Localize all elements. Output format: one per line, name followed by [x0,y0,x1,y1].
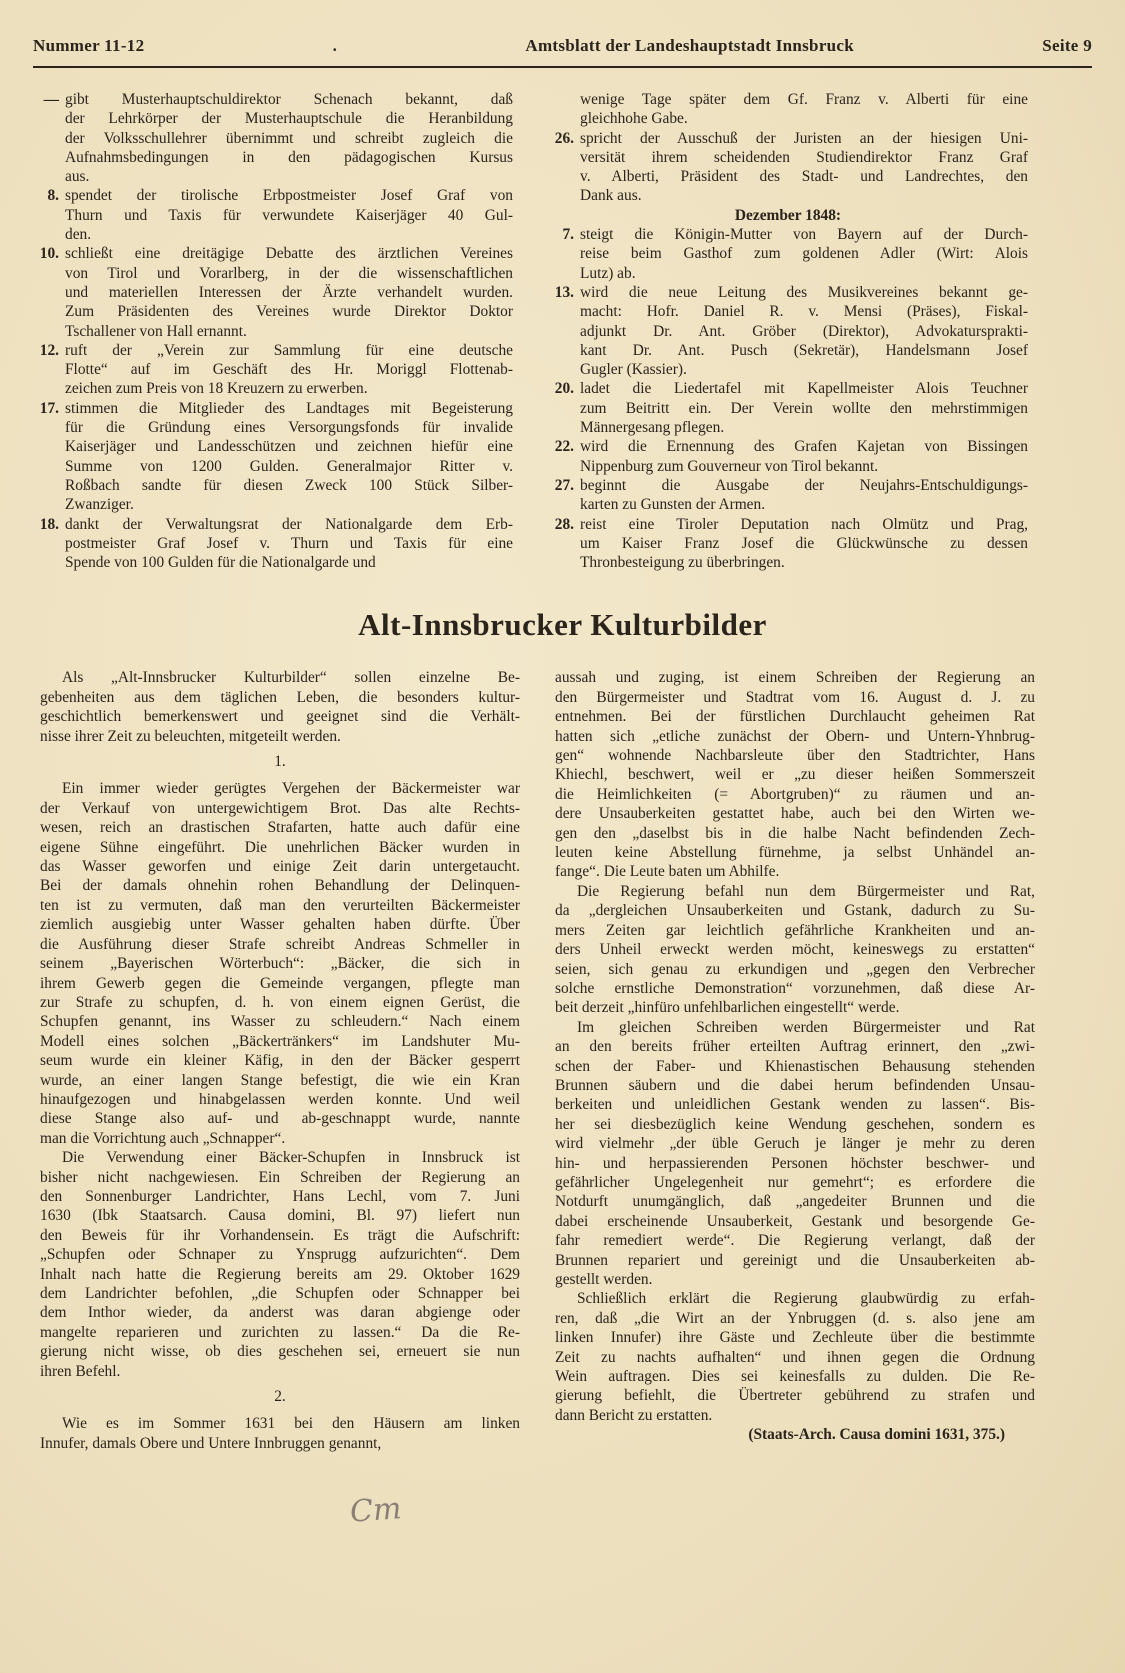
text-line: linken Innufer) ihre Gäste und Zechleute über die bestimmte [555,1329,1035,1347]
text-line: fange“. Die Leute baten um Abhilfe. [555,863,780,881]
text-line: Im gleichen Schreiben werden Bürgermeister und Rat [577,1018,1035,1036]
text-line: Aufnahmsbedingungen in den pädagogischen Kursus [65,148,513,166]
publication-title: Amtsblatt der Landeshauptstadt Innsbruck [525,36,855,55]
text-line: Zwanziger. [65,496,134,514]
entry-text [580,129,1028,206]
paragraph [555,1289,1035,1425]
text-line: her sei diesbezüglich keine Wendung geschehen, sondern es [555,1115,1035,1133]
text-line: Die Regierung befahl nun dem Bürgermeister und Rat, [577,882,1035,900]
text-line: bisher nicht nachgewiesen. Ein Schreiben der Regierung an [40,1168,520,1186]
entry-day: 22. [554,438,574,456]
source-citation: (Staats-Arch. Causa domini 1631, 375.) [748,1426,1005,1444]
text-line: gebenheiten aus dem täglichen Leben, die besonders kultur- [40,688,520,706]
chronicle-entry [33,244,513,340]
article-right-column [555,668,1035,1453]
text-line: ihren Befehl. [40,1362,121,1380]
text-line: hinaufgezogen und hinabgelassen werden konnte. Und weil [40,1090,520,1108]
text-line: Spende von 100 Gulden für die Nationalgarde und [65,554,376,572]
text-line: schen der Faber- und Khienastischen Behausung stehenden [555,1057,1035,1075]
entry-text [65,244,513,340]
text-line: aussah und zuging, ist einem Schreiben der Regierung an [555,669,1035,687]
text-line: leuten keine Abstellung fürnehme, ja selbst Unhändel an- [555,844,1035,862]
entry-day: 13. [554,283,574,301]
entry-day [548,90,580,129]
section-number: 1. [274,753,286,771]
text-line: den Bürgermeister und Stadtrat vom 16. August d. J. zu [555,688,1035,706]
section-number: 2. [274,1388,286,1406]
text-line: mangelte reparieren und zurichten zu lassen.“ Da die Re- [40,1323,520,1341]
text-line: Lutz) ab. [580,264,636,282]
text-line: den. [65,226,92,244]
text-line: fahr remediert werde“. Die Regierung verlangt, daß der [555,1232,1035,1250]
text-line: schließt eine dreitägige Debatte des ärztlichen Vereines [65,245,513,263]
text-line: Innufer, damals Obere und Untere Innbruggen genannt, [40,1434,382,1452]
text-line: postmeister Graf Josef v. Thurn und Taxis für eine [65,534,513,552]
paragraph [40,1414,520,1453]
text-line: ladet die Liedertafel mit Kapellmeister Alois Teuchner [580,380,1028,398]
text-line: gen den „daselbst bis in die halbe Nacht befindenden Zech- [555,824,1035,842]
text-line: man die Vorrichtung auch „Schnapper“. [40,1129,286,1147]
entry-text [580,90,1028,129]
text-line: Wie es im Sommer 1631 bei den Häusern am linken [62,1415,520,1433]
entry-day: 12. [39,341,59,359]
text-line: gen“ wohnende Nachbarsleute über den Stadtrichter, Hans [555,747,1035,765]
text-line: Thurn und Taxis für verwundete Kaiserjäger 40 Gul- [65,206,513,224]
text-line: eigene Sühne eingeführt. Die unehrlichen Bäcker wurden in [40,838,520,856]
text-line: dem Inthor wieder, da anderst was daran abgienge oder [40,1304,520,1322]
text-line: gierung nicht wisse, ob dies geschehen sei, erneuert sie nun [40,1343,520,1361]
text-line: der Verkauf von untergewichtigem Brot. Das alte Rechts- [40,799,520,817]
text-line: Zeit zu nachts aufhalten“ und ihnen gegen die Ordnung [555,1348,1035,1366]
text-line: solche ernstliche Demonstration“ vorzunehmen, daß diese Ar- [555,979,1035,997]
text-line: Ein immer wieder gerügtes Vergehen der Bäckermeister war [62,780,520,798]
text-line: ziemlich ausgiebig unter Wasser gehalten haben dürfte. Über [40,916,520,934]
text-line: steigt die Königin-Mutter von Bayern auf der Durch- [580,226,1028,244]
chronicle-entry [548,129,1028,206]
entry-text [65,341,513,399]
text-line: gierung befiehlt, die Übertreter gebührend zu strafen und [555,1387,1035,1405]
chronicle-entry [548,90,1028,129]
text-line: Thronbesteigung zu überbringen. [580,554,785,572]
paragraph [40,1148,520,1381]
text-line: das Wasser geworfen und einige Zeit darin untergetaucht. [40,858,520,876]
text-line: Nippenburg zum Gouverneur von Tirol bekannt. [580,457,879,475]
chronicle-left-column [33,90,513,572]
text-line: Männergesang pflegen. [580,419,725,437]
entry-day: 27. [554,476,574,494]
text-line: Schließlich erklärt die Regierung glaubwürdig zu erfah- [577,1290,1035,1308]
text-line: wesen, reich an drastischen Strafarten, hatte auch dafür eine [40,819,520,837]
text-line: da „dergleichen Unsauberkeiten und Gstank, dadurch zu Su- [555,902,1035,920]
text-line: Zum Präsidenten des Vereines wurde Direktor Doktor [65,303,513,321]
issue-number: Nummer 11-12 [33,36,145,55]
text-line: Summe von 1200 Gulden. Generalmajor Ritter v. [65,457,513,475]
page-number: Seite 9 [1042,36,1092,55]
text-line: v. Alberti, Präsident des Stadt- und Landrechtes, den [580,168,1028,186]
article-left-column [40,668,520,1453]
paragraph [40,668,520,746]
text-line: Als „Alt-Innsbrucker Kulturbilder“ sollen einzelne Be- [62,669,520,687]
text-line: wird die neue Leitung des Musikvereines bekannt ge- [580,283,1028,301]
chronicle-entry [33,399,513,515]
text-line: Inhalt nach hatte die Regierung bereits am 29. Oktober 1629 [40,1265,520,1283]
entry-day: 7. [562,226,574,244]
text-line: versität ihrem scheidenden Studiendirektor Franz Graf [580,148,1028,166]
running-header [33,36,1092,62]
chronicle-entry [33,341,513,399]
text-line: berkeiten und unleidlichen Gestank wenden zu lassen“. Bis- [555,1096,1035,1114]
text-line: wird vielmehr „der üble Geruch je länger je mehr zu deren [555,1135,1035,1153]
text-line: ruft der „Verein zur Sammlung für eine deutsche [65,341,513,359]
text-line: dere Unsauberkeiten gestattet habe, auch bei den Wirten we- [555,805,1035,823]
text-line: reist eine Tiroler Deputation nach Olmütz und Prag, [580,515,1028,533]
text-line: Die Verwendung einer Bäcker-Schupfen in Innsbruck ist [62,1149,520,1167]
text-line: ren, daß „die Wirt an der Ynbruggen (d. s. also jene am [555,1309,1035,1327]
entry-day: 8. [47,187,59,205]
text-line: entnehmen. Bei der fürstlichen Durchlaucht geheimen Rat [555,708,1035,726]
entry-text [580,225,1028,283]
text-line: hin- und herpassierenden Personen höchster beschwer- und [555,1154,1035,1172]
text-line: adjunkt Dr. Ant. Gröber (Direktor), Advokatursprakti- [580,322,1028,340]
text-line: beginnt die Ausgabe der Neujahrs-Entschuldigungs- [580,476,1028,494]
text-line: der Volksschullehrer übernimmt und schreibt zugleich die [65,129,513,147]
text-line: „Schupfen oder Schnaper zu Ynsprugg aufzurichten“. Dem [40,1246,520,1264]
text-line: Flotte“ auf im Geschäft des Hr. Moriggl Flottenab- [65,361,513,379]
text-line: nisse ihrer Zeit zu beleuchten, mitgeteilt werden. [40,727,341,745]
text-line: stimmen die Mitglieder des Landtages mit Begeisterung [65,399,513,417]
text-line: zum Beitritt ein. Der Verein wollte den mehrstimmigen [580,399,1028,417]
entry-text [580,437,1028,476]
entry-day: 26. [554,129,574,147]
entry-day: — [43,91,59,108]
entry-text [65,399,513,515]
chronicle-entry [548,283,1028,379]
text-line: seum wurde ein kleiner Käfig, in den der Bäcker gesperrt [40,1052,520,1070]
text-line: dem Landrichter befohlen, „die Schupfen oder Schnapper bei [40,1285,520,1303]
entry-text [580,379,1028,437]
entry-text [65,90,513,186]
text-line: gefährlicher Ungelegenheit nur gemehrt“; es erfordere die [555,1173,1035,1191]
paragraph [40,779,520,1148]
text-line: hatten sich „etliche zunächst der Obern- und Untern-Yhnbrug- [555,727,1035,745]
text-line: Modell eines solchen „Bäckertränkers“ im Landshuter Mu- [40,1032,520,1050]
chronicle-section [33,90,1092,572]
chronicle-entry [33,90,513,186]
text-line: reise beim Gasthof zum goldenen Adler (Wirt: Alois [580,245,1028,263]
text-line: Khiechl, beschwert, weil er „zu dieser heißen Sommerszeit [555,766,1035,784]
text-line: Bei der damals ohnehin rohen Behandlung der Delinquen- [40,877,520,895]
text-line: der Lehrkörper der Musterhauptschule die Heranbildung [65,110,513,128]
text-line: Schupfen genannt, ins Wasser zu schleudern.“ Nach einem [40,1013,520,1031]
chronicle-entry [548,437,1028,476]
text-line: für die Gründung eines Versorgungsfonds für invalide [65,419,513,437]
text-line: geschichtlich bemerkenswert und geeignet sind die Verhält- [40,708,520,726]
article-title: Alt-Innsbrucker Kulturbilder [358,607,767,643]
text-line: wird die Ernennung des Grafen Kajetan von Bissingen [580,438,1028,456]
text-line: wenige Tage später dem Gf. Franz v. Alberti für eine [580,91,1028,108]
chronicle-entry [33,186,513,244]
chronicle-entry [548,225,1028,283]
text-line: ihrem Gewerb gegen die Gemeinde vergangen, pflegte man [40,974,520,992]
text-line: um Kaiser Franz Josef die Glückwünsche zu dessen [580,534,1028,552]
text-line: an den bereits früher erteilten Auftrag erinnert, den „zwi- [555,1038,1035,1056]
chronicle-entry [548,379,1028,437]
text-line: beit derzeit „hinfüro unfehlbarlichen eingestellt“ werde. [555,999,900,1017]
chronicle-entry [33,515,513,573]
text-line: und materiellen Interessen der Ärzte verhandelt wurden. [65,283,513,301]
header-dot: . [332,36,338,55]
chronicle-right-column [548,90,1028,572]
text-line: wurde, an einer langen Stange befestigt, die wie ein Kran [40,1071,520,1089]
text-line: gestellt werden. [555,1271,653,1289]
text-line: dabei erscheinende Unsauberkeit, Gestank und besorgende Ge- [555,1212,1035,1230]
text-line: Dank aus. [580,187,642,205]
text-line: gibt Musterhauptschuldirektor Schenach bekannt, daß [65,91,513,108]
paragraph [555,668,1035,881]
entry-day: 18. [39,515,59,533]
chronicle-entry [548,515,1028,573]
text-line: die Ausführung dieser Strafe schreibt Andreas Schmeller in [40,935,520,953]
text-line: mers Zeiten gar leichtlich gefährliche Krankheiten und an- [555,921,1035,939]
entry-text [65,186,513,244]
text-line: seinem „Bayerischen Wörterbuch“: „Bäcker, die sich in [40,955,520,973]
header-rule [33,66,1092,68]
text-line: Roßbach sandte für diesen Zweck 100 Stück Silber- [65,476,513,494]
text-line: dankt der Verwaltungsrat der Nationalgarde dem Erb- [65,515,513,533]
entry-text [580,283,1028,379]
text-line: Tschallener von Hall ernannt. [65,322,247,340]
text-line: spricht der Ausschuß der Juristen an der hiesigen Uni- [580,129,1028,147]
text-line: karten zu Gunsten der Armen. [580,496,766,514]
paragraph [555,882,1035,1018]
chronicle-entry [548,476,1028,515]
text-line: Brunnen säubern und die dabei herum befindenden Unsau- [555,1076,1035,1094]
text-line: macht: Hofr. Daniel R. v. Mensi (Präses), Fiskal- [580,303,1028,321]
text-line: von Tirol und Vorarlberg, in der die wissenschaftlichen [65,264,513,282]
text-line: Brunnen repariert und gereinigt und die Unsauberkeiten ab- [555,1251,1035,1269]
text-line: ten ist zu vermuten, daß man den verurteilten Bäckermeister [40,896,520,914]
text-line: aus. [65,168,90,186]
text-line: zur Strafe zu schupfen, d. h. von einem eignen Gerüst, die [40,993,520,1011]
month-heading: Dezember 1848: [734,206,842,224]
text-line: zeichen zum Preis von 18 Kreuzern zu erwerben. [65,380,368,398]
article-body [33,668,1092,1453]
text-line: spendet der tirolische Erbpostmeister Josef Graf von [65,187,513,205]
entry-text [580,476,1028,515]
entry-day: 10. [39,245,59,263]
entry-day: 17. [39,399,59,417]
text-line: die Heimlichkeiten (= Abortgruben)“ zu räumen und an- [555,785,1035,803]
text-line: den Sonnenburger Landrichter, Hans Lechl, vom 7. Juni [40,1187,520,1205]
entry-day: 28. [554,515,574,533]
text-line: diese Stange also auf- und ab-geschnappt wurde, nannte [40,1110,520,1128]
handwritten-mark: Cm [348,1491,403,1531]
text-line: den Beweis für ihr Vorhandensein. Es trägt die Aufschrift: [40,1226,520,1244]
text-line: ders Unheil erweckt werden möcht, keineswegs zu erstatten“ [555,941,1035,959]
text-line: Notdurft unumgänglich, daß „angedeiter Brunnen und die [555,1193,1035,1211]
text-line: seien, sich genau zu erkundigen und „gegen den Verbrecher [555,960,1035,978]
text-line: kant Dr. Ant. Pusch (Sekretär), Handelsmann Josef [580,341,1028,359]
text-line: 1630 (Ibk Staatsarch. Causa domini, Bl. 97) liefert nun [40,1207,520,1225]
entry-day: 20. [554,380,574,398]
paragraph [555,1018,1035,1290]
text-line: gleichhohe Gabe. [580,110,688,128]
text-line: Gugler (Kassier). [580,361,687,379]
text-line: Kaiserjäger und Landesschützen und zeichnen hiefür eine [65,438,513,456]
text-line: Wein auftragen. Dies sei keinesfalls zu dulden. Die Re- [555,1368,1035,1386]
entry-text [580,515,1028,573]
entry-text [65,515,513,573]
text-line: dann Bericht zu erstatten. [555,1406,713,1424]
